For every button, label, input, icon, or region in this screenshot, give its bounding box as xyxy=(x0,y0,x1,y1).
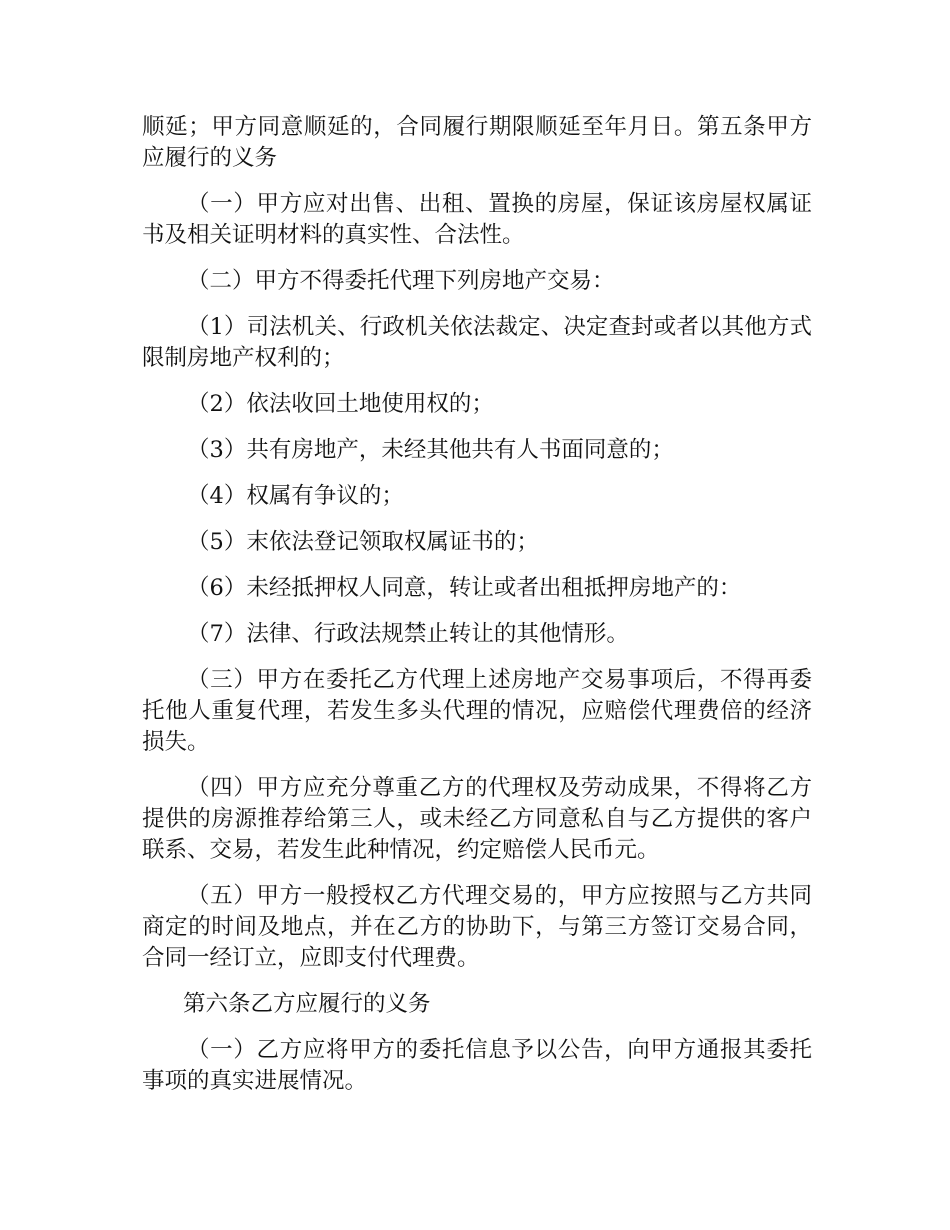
paragraph-party-a-duty-3: （三）甲方在委托乙方代理上述房地产交易事项后，不得再委托他人重复代理，若发生多头代理的情况，应赔偿代理费倍的经济损失。 xyxy=(142,667,812,755)
document-page xyxy=(142,112,812,1112)
paragraph-party-a-duty-4: （四）甲方应充分尊重乙方的代理权及劳动成果，不得将乙方提供的房源推荐给第三人，或未经乙方同意私自与乙方提供的客户联系、交易，若发生此种情况，约定赔偿人民币元。 xyxy=(142,775,812,863)
paragraph-party-a-duty-2: （二）甲方不得委托代理下列房地产交易： xyxy=(187,268,615,294)
paragraph-party-a-duty-5: （五）甲方一般授权乙方代理交易的，甲方应按照与乙方共同商定的时间及地点，并在乙方的协助下，与第三方签订交易合同，合同一经订立，应即支付代理费。 xyxy=(142,883,812,971)
list-item-6: （6）未经抵押权人同意，转让或者出租抵押房地产的： xyxy=(187,575,742,601)
paragraph-party-b-duty-1: （一）乙方应将甲方的委托信息予以公告，向甲方通报其委托事项的真实进展情况。 xyxy=(142,1037,812,1094)
list-item-7: （7）法律、行政法规禁止转让的其他情形。 xyxy=(187,621,629,647)
list-item-4: （4）权属有争议的； xyxy=(187,483,404,509)
article-six-heading: 第六条乙方应履行的义务 xyxy=(183,991,431,1017)
paragraph-party-a-duty-1: （一）甲方应对出售、出租、置换的房屋，保证该房屋权属证书及相关证明材料的真实性、合法性。 xyxy=(142,191,812,248)
paragraph-continuation: 顺延；甲方同意顺延的，合同履行期限顺延至年月日。第五条甲方应履行的义务 xyxy=(142,114,812,171)
list-item-3: （3）共有房地产，未经其他共有人书面同意的； xyxy=(187,437,674,463)
list-item-5: （5）末依法登记领取权属证书的； xyxy=(187,529,539,555)
list-item-2: （2）依法收回土地使用权的； xyxy=(187,391,494,417)
list-item-1: （1）司法机关、行政机关依法裁定、决定查封或者以其他方式限制房地产权利的； xyxy=(142,314,812,371)
